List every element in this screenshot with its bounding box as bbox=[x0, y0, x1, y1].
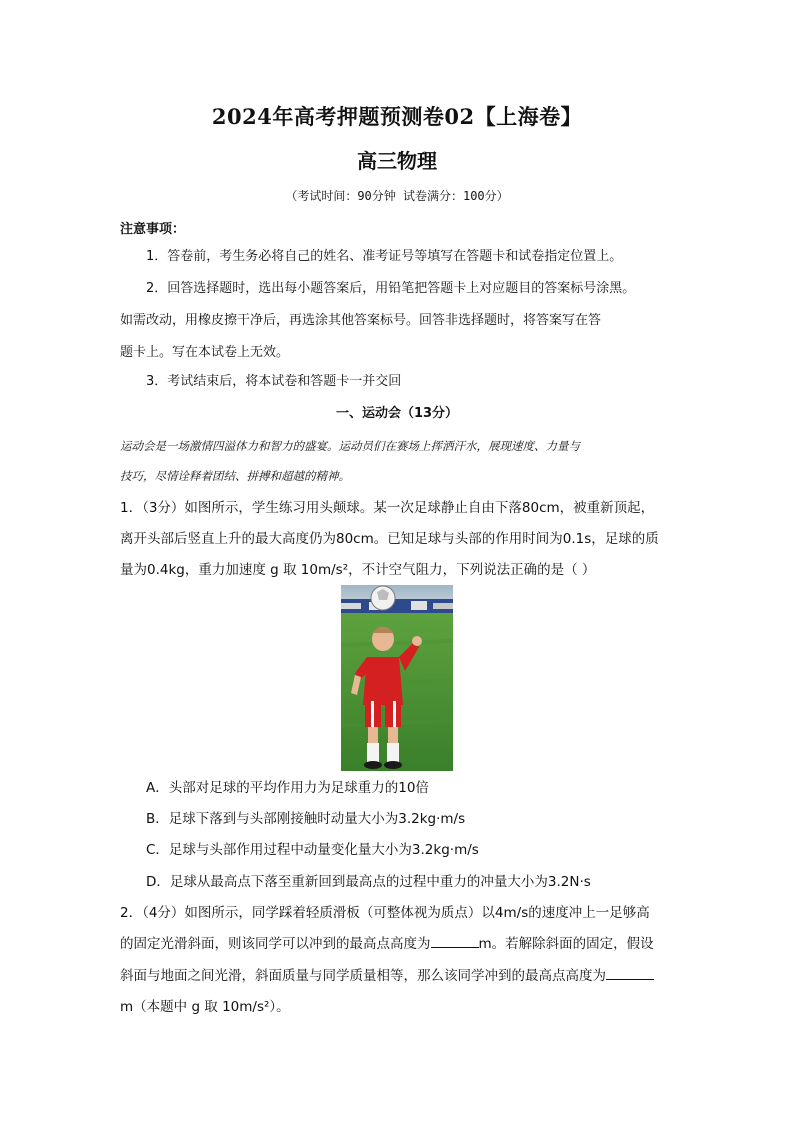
photo-illustration bbox=[341, 585, 453, 771]
question2-stem-line: 2．（4分）如图所示，同学踩着轻质滑板（可整体视为质点）以4m/s的速度冲上一足够高 bbox=[120, 905, 650, 921]
question1-option-d: D．足球从最高点下落至重新回到最高点的过程中重力的冲量大小为3.2N·s bbox=[146, 874, 591, 890]
boy-heading-ball-photo bbox=[341, 585, 453, 771]
question1-option-c: C．足球与头部作用过程中动量变化量大小为3.2kg·m/s bbox=[146, 842, 479, 858]
answer-blank bbox=[431, 935, 479, 948]
question1-option-a: A．头部对足球的平均作用力为足球重力的10倍 bbox=[146, 780, 429, 796]
question2-text-segment: 斜面与地面之间光滑，斜面质量与同学质量相等，那么该同学冲到的最高点高度为 bbox=[120, 968, 606, 984]
note-line: 题卡上。写在本试卷上无效。 bbox=[120, 345, 290, 360]
section-intro-line: 运动会是一场激情四溢体力和智力的盛宴。运动员们在赛场上挥洒汗水，展现速度、力量与 bbox=[120, 439, 580, 453]
question2-stem-line bbox=[120, 934, 654, 954]
section-intro-line: 技巧，尽情诠释着团结、拼搏和超越的精神。 bbox=[120, 469, 350, 483]
exam-title: 2024年高考押题预测卷02【上海卷】 bbox=[211, 104, 583, 129]
question2-text-segment: 的固定光滑斜面，则该同学可以冲到的最高点高度为 bbox=[120, 936, 431, 952]
section-heading: 一、运动会（13分） bbox=[335, 406, 459, 421]
question1-stem-line: 离开头部后竖直上升的最大高度仍为80cm。已知足球与头部的作用时间为0.1s，足球的质 bbox=[120, 531, 659, 547]
notes-heading: 注意事项： bbox=[120, 222, 186, 237]
question2-stem-line bbox=[120, 966, 654, 986]
question1-option-b: B．足球下落到与头部刚接触时动量大小为3.2kg·m/s bbox=[146, 811, 466, 827]
exam-info: （考试时间：90分钟 试卷满分：100分） bbox=[285, 189, 509, 203]
question1-stem-line: 1．（3分）如图所示，学生练习用头颠球。某一次足球静止自由下落80cm，被重新顶起， bbox=[120, 500, 655, 516]
question2-text-segment: m。若解除斜面的固定，假设 bbox=[478, 936, 654, 952]
exam-subtitle: 高三物理 bbox=[357, 149, 437, 173]
note-line: 1．答卷前，考生务必将自己的姓名、准考证号等填写在答题卡和试卷指定位置上。 bbox=[146, 249, 623, 264]
question2-stem-line: m（本题中 g 取 10m/s²）。 bbox=[120, 999, 290, 1015]
note-line: 如需改动，用橡皮擦干净后，再选涂其他答案标号。回答非选择题时，将答案写在答 bbox=[120, 313, 602, 328]
answer-blank bbox=[606, 967, 654, 980]
note-line: 3．考试结束后，将本试卷和答题卡一并交回 bbox=[146, 374, 402, 389]
note-line: 2．回答选择题时，选出每小题答案后，用铅笔把答题卡上对应题目的答案标号涂黑。 bbox=[146, 281, 636, 296]
question1-stem-line: 量为0.4kg，重力加速度 g 取 10m/s²，不计空气阻力，下列说法正确的是（ ） bbox=[120, 562, 596, 578]
